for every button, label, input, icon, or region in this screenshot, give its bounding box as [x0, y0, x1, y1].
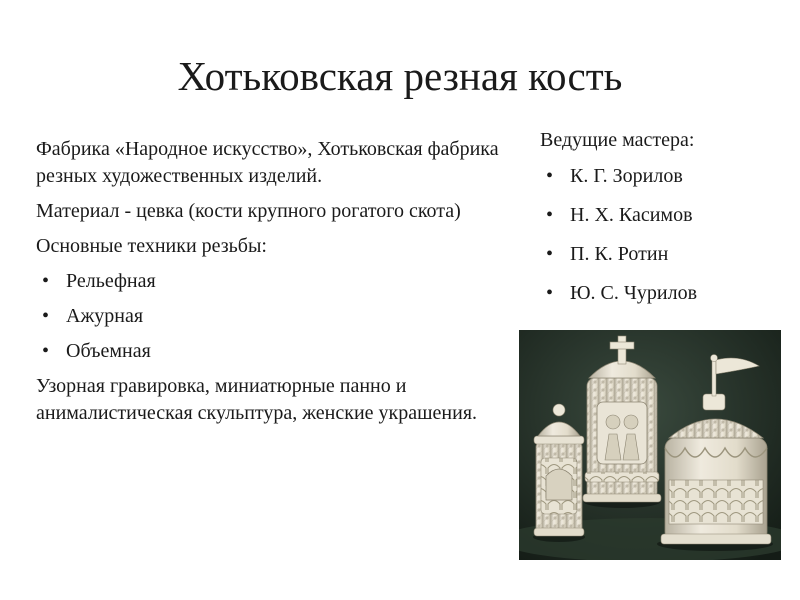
bullet-icon: •	[546, 165, 554, 187]
right-column	[540, 127, 780, 319]
carved-bone-vessels-photo	[519, 330, 781, 560]
list-item	[36, 268, 506, 295]
technique-label: Ажурная	[66, 305, 144, 327]
closing-paragraph: Узорная гравировка, миниатюрные панно и анималистическая скульптура, женские украшения.	[36, 375, 478, 424]
master-name: К. Г. Зорилов	[570, 165, 683, 187]
master-name: Ю. С. Чурилов	[570, 282, 698, 304]
bullet-icon: •	[42, 270, 50, 292]
list-item	[36, 338, 506, 365]
vessels-illustration	[519, 330, 781, 560]
list-item	[540, 241, 780, 268]
bullet-icon: •	[42, 340, 50, 362]
list-item	[540, 163, 780, 190]
material-paragraph: Материал - цевка (кости крупного рогатого скота)	[36, 200, 461, 222]
bullet-icon: •	[42, 305, 50, 327]
master-name: Н. Х. Касимов	[570, 204, 693, 226]
list-item	[540, 280, 780, 307]
left-column	[36, 136, 506, 435]
masters-list	[540, 163, 780, 307]
techniques-heading: Основные техники резьбы:	[36, 235, 267, 257]
factory-paragraph: Фабрика «Народное искусство», Хотьковская фабрика резных художественных изделий.	[36, 138, 499, 187]
masters-heading: Ведущие мастера:	[540, 129, 695, 151]
technique-label: Рельефная	[66, 270, 156, 292]
bullet-icon: •	[546, 282, 554, 304]
master-name: П. К. Ротин	[570, 243, 669, 265]
bullet-icon: •	[546, 204, 554, 226]
slide-title: Хотьковская резная кость	[177, 53, 623, 99]
list-item	[540, 202, 780, 229]
techniques-list	[36, 268, 506, 365]
technique-label: Объемная	[66, 340, 151, 362]
bullet-icon: •	[546, 243, 554, 265]
list-item	[36, 303, 506, 330]
